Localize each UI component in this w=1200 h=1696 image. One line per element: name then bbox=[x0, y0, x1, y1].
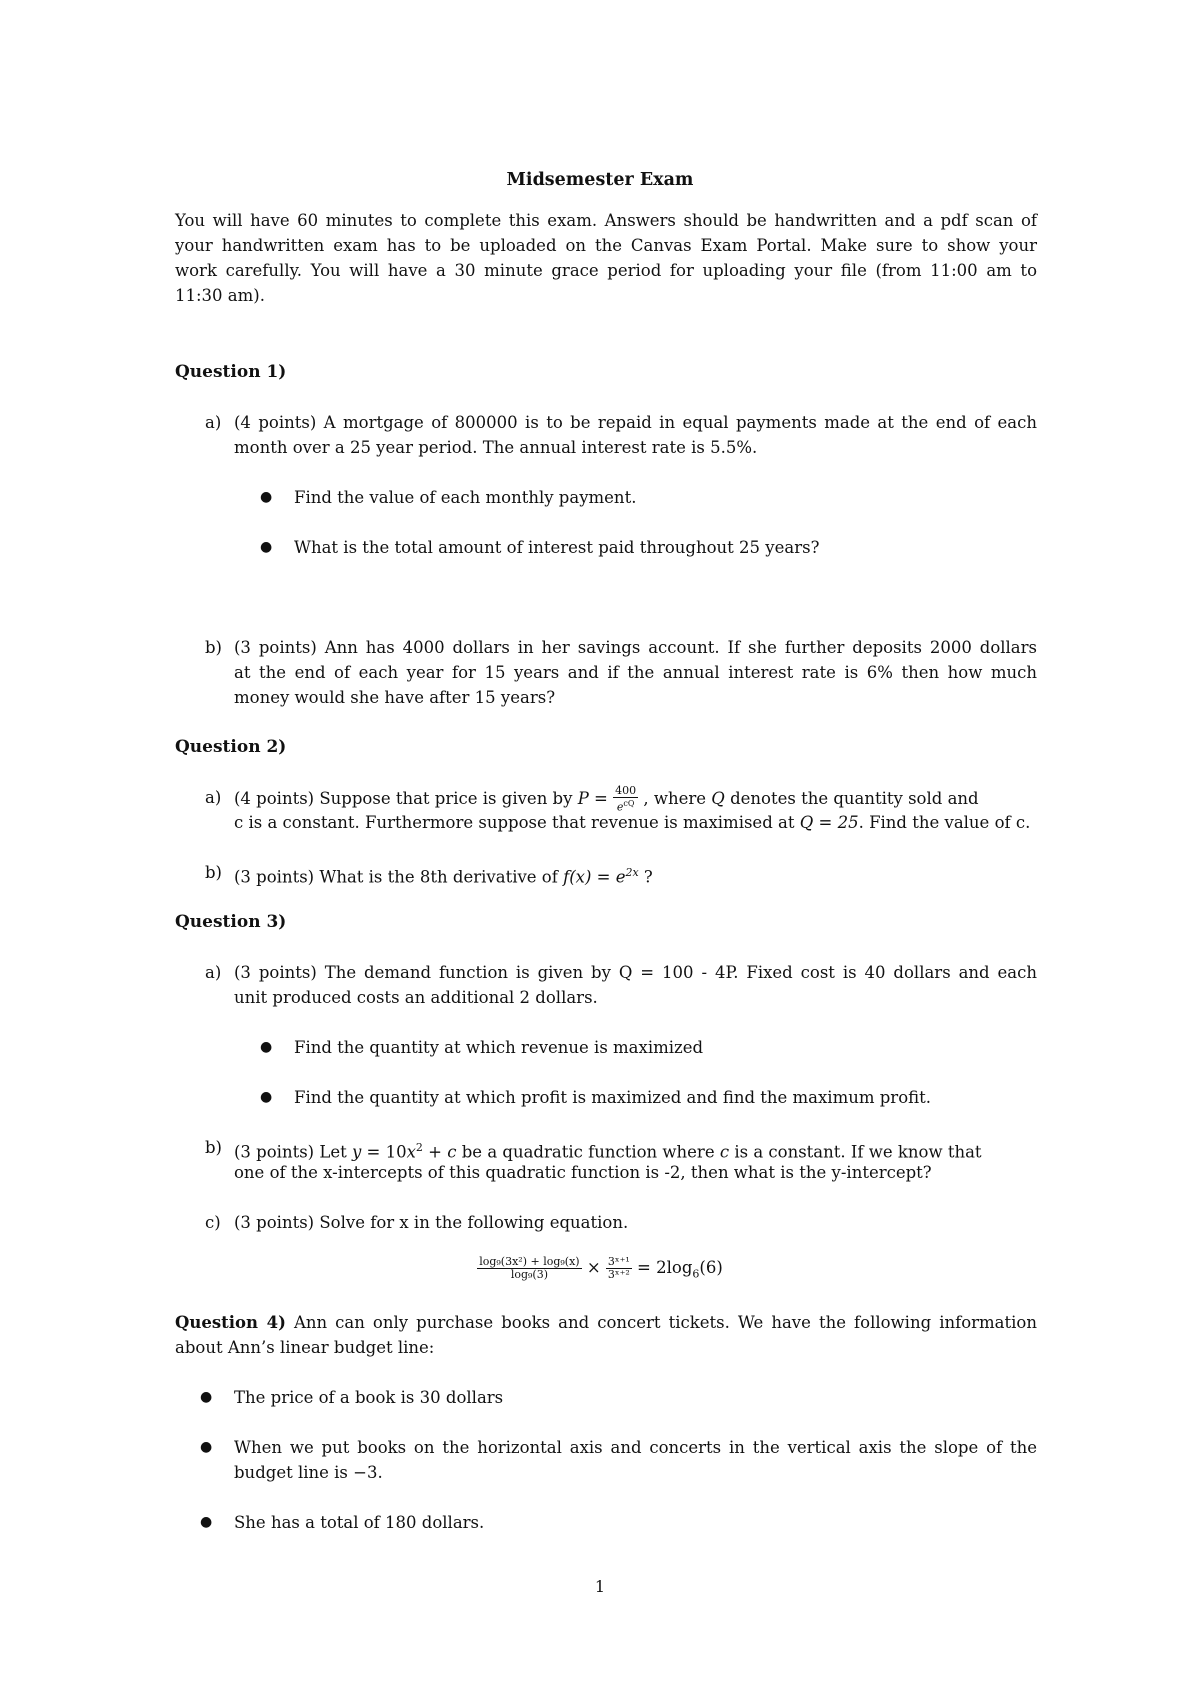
bullet-icon: ● bbox=[200, 1514, 213, 1530]
q2a-math: Q = 25 bbox=[799, 813, 859, 832]
equals: = bbox=[588, 788, 614, 808]
log-numerator: log₉(3x²) + log₉(x) bbox=[479, 1255, 580, 1268]
q2a-text: c is a constant. Furthermore suppose that revenue is maximised at bbox=[234, 813, 800, 832]
q3a-bullet: Find the quantity at which profit is maximized and find the maximum profit. bbox=[294, 1088, 932, 1107]
q3b-label: b) bbox=[205, 1138, 222, 1157]
q1a-line: month over a 25 year period. The annual interest rate is 5.5%. bbox=[234, 438, 758, 457]
q1a-label: a) bbox=[205, 413, 222, 432]
question-4-heading: Question 4) bbox=[175, 1313, 286, 1332]
q2b-math: f(x) = e bbox=[563, 867, 626, 887]
q3c-line: (3 points) Solve for x in the following equation. bbox=[234, 1213, 629, 1232]
quantity-var: Q bbox=[711, 788, 725, 808]
q4-line-1 bbox=[175, 1310, 1037, 1335]
q4-line-2: about Ann’s linear budget line: bbox=[175, 1338, 435, 1357]
q4-bullet: budget line is −3. bbox=[234, 1463, 383, 1482]
intro-line: your handwritten exam has to be uploaded on the Canvas Exam Portal. Make sure to show your bbox=[175, 236, 1037, 255]
log-equation: $\frac{\text{log₉(3x²) + log₉(x)}}{\text{log₉(3)}}$ × $\frac{\text{3ˣ⁺¹}}{\text{3ˣ⁺²}}$ = $2\log_6(6)$ bbox=[479, 1255, 723, 1281]
q1b-line: money would she have after 15 years? bbox=[234, 688, 556, 707]
q1a-bullet: Find the value of each monthly payment. bbox=[294, 488, 637, 507]
bullet-icon: ● bbox=[260, 539, 273, 555]
power-fraction bbox=[606, 1256, 632, 1281]
bullet-icon: ● bbox=[200, 1439, 213, 1455]
bullet-icon: ● bbox=[200, 1389, 213, 1405]
equation-rhs: = 2log bbox=[631, 1258, 693, 1277]
log-fraction bbox=[477, 1256, 581, 1281]
bullet-icon: ● bbox=[260, 489, 273, 505]
question-3-heading: Question 3) bbox=[175, 912, 287, 932]
q1a-bullet: What is the total amount of interest paid throughout 25 years? bbox=[294, 538, 820, 557]
q4-bullet: She has a total of 180 dollars. bbox=[234, 1513, 485, 1532]
q2b-text: ? bbox=[638, 867, 653, 887]
fraction-denominator: $e^{cQ}$ bbox=[616, 799, 635, 814]
q3a-line: (3 points) The demand function is given by Q = 100 - 4P. Fixed cost is 40 dollars and each bbox=[234, 963, 1037, 982]
q3b-line-1: (3 points) Let $y = 10x^2 + c$ be a quadratic function where c is a constant. If we know that bbox=[234, 1141, 982, 1162]
q4-bullet: The price of a book is 30 dollars bbox=[234, 1388, 504, 1407]
question-1-heading: Question 1) bbox=[175, 362, 287, 382]
power-denominator: 3ˣ⁺² bbox=[607, 1268, 630, 1281]
question-2-heading: Question 2) bbox=[175, 737, 287, 757]
intro-line: work carefully. You will have a 30 minute grace period for uploading your file (from 11:00 am to bbox=[175, 261, 1037, 280]
q3c-label: c) bbox=[205, 1213, 221, 1232]
q2a-text: denotes the quantity sold and bbox=[724, 788, 979, 808]
times-sign: × bbox=[581, 1258, 606, 1277]
fraction-numerator: 400 bbox=[615, 784, 637, 797]
q2a-text: . Find the value of c. bbox=[858, 813, 1031, 832]
intro-line: You will have 60 minutes to complete this exam. Answers should be handwritten and a pdf scan of bbox=[175, 211, 1037, 230]
bullet-icon: ● bbox=[260, 1039, 273, 1055]
q3a-line: unit produced costs an additional 2 dollars. bbox=[234, 988, 598, 1007]
q2a-text: (4 points) Suppose that price is given by bbox=[234, 788, 578, 808]
bullet-icon: ● bbox=[260, 1089, 273, 1105]
q2b-line bbox=[234, 860, 1037, 890]
q2a-label: a) bbox=[205, 788, 222, 807]
q2b-text: (3 points) What is the 8th derivative of bbox=[234, 867, 564, 887]
q2b-exponent: 2x bbox=[625, 866, 639, 879]
page-number: 1 bbox=[594, 1577, 606, 1596]
power-numerator: 3ˣ⁺¹ bbox=[607, 1255, 630, 1268]
q3a-bullet: Find the quantity at which revenue is maximized bbox=[294, 1038, 704, 1057]
log-denominator: log₉(3) bbox=[510, 1268, 548, 1281]
q4-bullet: When we put books on the horizontal axis and concerts in the vertical axis the slope of the bbox=[234, 1438, 1037, 1457]
q1b-line: (3 points) Ann has 4000 dollars in her savings account. If she further deposits 2000 dollars bbox=[234, 638, 1037, 657]
q4-text: Ann can only purchase books and concert tickets. We have the following information bbox=[285, 1313, 1037, 1332]
intro-line: 11:30 am). bbox=[175, 286, 265, 305]
q1a-line: (4 points) A mortgage of 800000 is to be repaid in equal payments made at the end of each bbox=[234, 413, 1037, 432]
q1b-line: at the end of each year for 15 years and if the annual interest rate is 6% then how much bbox=[234, 663, 1037, 682]
q2a-line-2 bbox=[234, 810, 1037, 835]
q2b-label: b) bbox=[205, 863, 222, 882]
exam-title: Midsemester Exam bbox=[506, 170, 694, 190]
q1b-label: b) bbox=[205, 638, 222, 657]
q3b-line-2: one of the x-intercepts of this quadratic function is -2, then what is the y-intercept? bbox=[234, 1163, 932, 1182]
price-var: P bbox=[577, 788, 589, 808]
q2a-text: , where bbox=[638, 788, 712, 808]
q3a-label: a) bbox=[205, 963, 222, 982]
